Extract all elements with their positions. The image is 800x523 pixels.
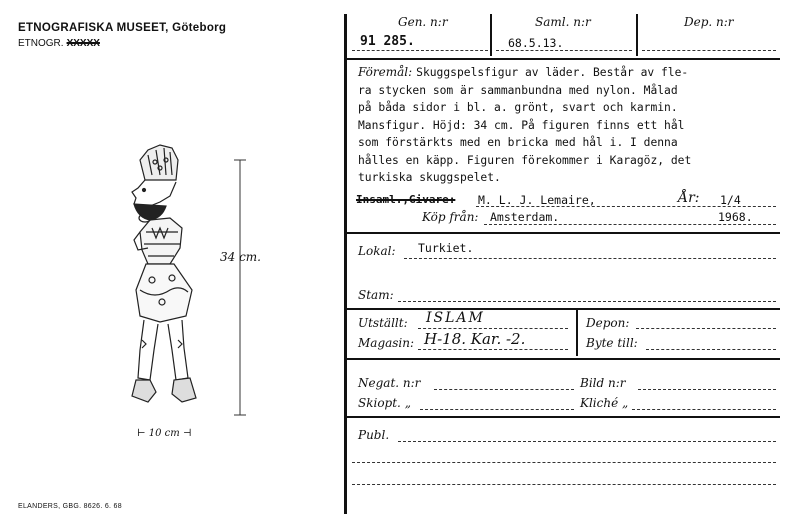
ar-label: År:	[678, 190, 700, 206]
stam-label: Stam:	[358, 288, 394, 302]
height-dimension-label: 34 cm.	[220, 250, 261, 264]
bild-nr-label: Bild n:r	[580, 376, 626, 390]
description-line-7: turkiska skuggspelet.	[358, 171, 501, 184]
magasin-value: H-18. Kar. -2.	[424, 330, 526, 348]
kop-fran-value: Amsterdam.	[490, 210, 560, 224]
publ-dotted-line-3	[352, 484, 776, 485]
kop-fran-label: Köp från:	[422, 210, 479, 224]
lokal-value: Turkiet.	[418, 241, 474, 255]
depon-dotted-line	[636, 328, 776, 329]
museum-name: ETNOGRAFISKA MUSEET, Göteborg	[18, 22, 227, 34]
stam-dotted-line	[398, 301, 776, 302]
dep-dotted-line	[642, 50, 776, 51]
description-line-5: som förstärkts med en bricka med hål i. I denna	[358, 136, 678, 149]
etnogr-struck-text: XXXXX	[66, 38, 100, 49]
skiopt-label: Skiopt. „	[358, 396, 411, 410]
description-line-4: Mansfigur. Höjd: 34 cm. På figuren finns ett hål	[358, 118, 685, 132]
kop-dotted-line	[484, 224, 776, 225]
rule-kop	[346, 232, 780, 234]
lokal-label: Lokal:	[358, 244, 396, 258]
depon-label: Depon:	[586, 316, 630, 330]
lokal-dotted-line	[404, 258, 776, 259]
rule-negat	[346, 416, 780, 418]
utstallt-dotted-line	[418, 328, 568, 329]
description-line-6: hålles en käpp. Figuren förekommer i Karagöz, det	[358, 153, 692, 167]
publ-dotted-line-2	[352, 462, 776, 463]
divider-magasin-depon	[576, 310, 578, 356]
insaml-label: Insaml.,Givare:	[356, 193, 456, 206]
divider-saml-dep	[636, 14, 638, 56]
insaml-dotted-line	[476, 206, 776, 207]
insaml-value: M. L. J. Lemaire,	[478, 193, 596, 207]
saml-nr-value: 68.5.13.	[508, 36, 564, 50]
negat-nr-label: Negat. n:r	[358, 376, 421, 390]
rule-magasin	[346, 358, 780, 360]
width-dimension-label: ⊢ 10 cm ⊣	[137, 428, 192, 439]
byte-till-label: Byte till:	[586, 336, 638, 350]
puppet-figure-sketch	[100, 140, 260, 440]
ar-value: 1/4	[720, 193, 741, 207]
description-block	[358, 64, 778, 187]
gen-nr-label: Gen. n:r	[398, 15, 448, 29]
magasin-dotted-line	[418, 349, 568, 350]
description-line-1: Föremål: Skuggspelsfigur av läder. Består av fle-	[358, 65, 689, 79]
printer-imprint: ELANDERS, GBG. 8626. 6. 68	[18, 503, 122, 510]
utstallt-value: ISLAM	[426, 310, 485, 326]
kop-year-value: 1968.	[718, 210, 753, 224]
publ-dotted-line-1	[398, 441, 776, 442]
rule-top	[346, 58, 780, 60]
description-line-3: på båda sidor i bl. a. grönt, svart och karmin.	[358, 101, 678, 114]
etnogr-text: ETNOGR.	[18, 38, 64, 49]
magasin-label: Magasin:	[358, 336, 415, 350]
bild-dotted-line	[638, 389, 776, 390]
foremal-label: Föremål:	[358, 65, 413, 79]
publ-label: Publ.	[358, 428, 390, 442]
negat-dotted-line	[434, 389, 574, 390]
saml-nr-label: Saml. n:r	[535, 15, 591, 29]
skiopt-dotted-line	[420, 409, 574, 410]
utstallt-label: Utställt:	[358, 316, 408, 330]
cliche-label: Kliché „	[580, 396, 629, 410]
etnogr-label	[18, 38, 100, 49]
divider-gen-saml	[490, 14, 492, 56]
dep-nr-label: Dep. n:r	[684, 15, 734, 29]
byte-dotted-line	[646, 349, 776, 350]
saml-dotted-line	[496, 50, 632, 51]
rule-stam	[346, 308, 780, 310]
cliche-dotted-line	[632, 409, 776, 410]
gen-nr-value: 91 285.	[360, 34, 415, 49]
gen-dotted-line	[352, 50, 488, 51]
description-line-2: ra stycken som är sammanbundna med nylon. Målad	[358, 83, 678, 97]
